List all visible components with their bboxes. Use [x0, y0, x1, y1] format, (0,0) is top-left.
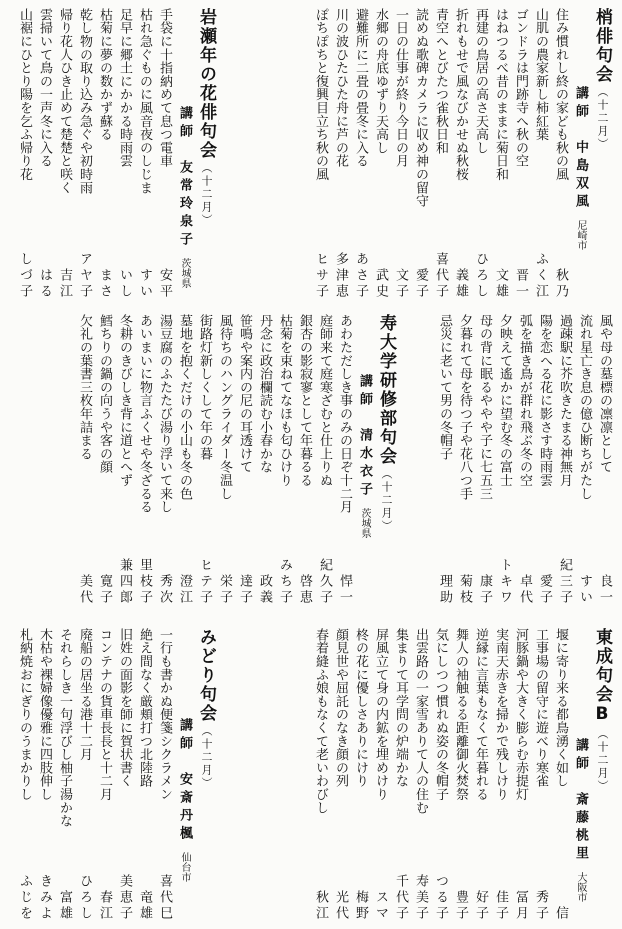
haiku-entry [594, 314, 614, 606]
kozue-title [590, 8, 614, 300]
haiku-poem: 母の背に眠るややや子に七五三 [477, 314, 492, 501]
midori-title [194, 628, 218, 922]
haiku-entry [510, 8, 530, 300]
haiku-poem: 屏風立て身の内鉱を埋めけり [373, 628, 388, 801]
judai-teacher [354, 374, 374, 606]
haiku-entry [154, 628, 174, 922]
group-title-text: 東成句会B [592, 628, 612, 726]
haiku-entry [234, 314, 254, 606]
haiku-poem: 帰り花人ひき止めて楚楚と咲く [57, 8, 72, 195]
group-month: （十二月） [596, 728, 609, 793]
group-month: （十二月） [200, 725, 213, 790]
haiku-entry [330, 628, 350, 922]
haiku-poem: 過疎駅に芥吹きたまる神無月 [557, 314, 572, 487]
teacher-name: 斎藤桃里 [573, 792, 588, 864]
haiku-author: ヒサ子 [313, 252, 328, 300]
haiku-author: 秀次 [157, 574, 172, 606]
haiku-poem: 逆縁に言葉もなくて年暮れる [473, 628, 488, 801]
midori-teacher [174, 718, 194, 922]
teacher-name: 友常玲泉子 [177, 160, 192, 250]
teacher-place: 仙台市 [179, 852, 190, 882]
haiku-poem: 避難所に二畳の畳冬に入る [353, 8, 368, 168]
haiku-entry [74, 314, 94, 606]
haiku-poem: 雲掃いて鳥の一声冬に入る [37, 8, 52, 168]
haiku-entry [554, 314, 574, 606]
haiku-poem: 冬耕のきびしき背に道とへず [117, 314, 132, 487]
haiku-entry [254, 314, 274, 606]
haiku-author: ふく江 [533, 252, 548, 300]
haiku-poem: 木枯や裸婦像優雅に四肢伸し [37, 628, 52, 801]
haiku-entry [94, 628, 114, 922]
haiku-entry [54, 628, 74, 922]
haiku-author: 文子 [393, 268, 408, 300]
haiku-author: 富雄 [57, 890, 72, 922]
haiku-poem: 銀杏の影寂寥として年暮るる [297, 314, 312, 487]
haiku-poem: 青空へとびたつ雀秋日和 [433, 8, 448, 155]
haiku-entry [174, 314, 194, 606]
haiku-poem: ゴンドラは門跡寺へ秋の空 [513, 8, 528, 168]
midori-haiku-section [6, 628, 218, 922]
haiku-author: 寿美子 [413, 874, 428, 922]
teacher-name: 安斎丹楓 [177, 772, 192, 844]
haiku-author: 佳子 [493, 890, 508, 922]
haiku-author: 文雄 [493, 268, 508, 300]
haiku-entry [550, 8, 570, 300]
teacher-label: 講師 [177, 718, 192, 754]
haiku-entry [310, 628, 330, 922]
haiku-entry [370, 628, 390, 922]
haiku-poem: 顔見世や屈託のなき顔の列 [333, 628, 348, 788]
haiku-author: 良一 [597, 574, 612, 606]
haiku-entry [530, 628, 550, 922]
group-title-text: 岩瀬年の花俳句会 [196, 8, 216, 160]
haiku-entry [214, 314, 234, 606]
haiku-entry [114, 314, 134, 606]
teacher-place: 尼崎市 [575, 220, 586, 250]
haiku-entry [450, 628, 470, 922]
haiku-entry [154, 8, 174, 300]
haiku-poem: 足早に郷土にかかる時雨雲 [117, 8, 132, 168]
haiku-entry [294, 314, 314, 606]
haiku-entry [334, 314, 354, 606]
haiku-author: 喜代子 [433, 252, 448, 300]
group-month: （十二月） [380, 468, 393, 533]
haiku-author: 美代 [77, 574, 92, 606]
haiku-entry [54, 8, 74, 300]
teacher-name: 中島双風 [573, 140, 588, 212]
teacher-label: 講師 [573, 86, 588, 122]
haiku-poem: 集まりて耳学問の炉端かな [393, 628, 408, 788]
haiku-author: 義雄 [453, 268, 468, 300]
haiku-author: 秀子 [533, 890, 548, 922]
haiku-poem: ぽちぽちと復興目立ち秋の風 [313, 8, 328, 181]
haiku-poem: 庭師来て庭寒ざむと仕上りぬ [317, 314, 332, 487]
haiku-author: 栄子 [217, 574, 232, 606]
haiku-author: アヤ子 [77, 252, 92, 300]
haiku-poem: 河豚鍋や大きく膨らむ赤提灯 [513, 628, 528, 801]
group-title-text: 寿大学研修部句会 [376, 314, 396, 466]
haiku-author: 愛子 [537, 574, 552, 606]
haiku-author: ひろし [473, 252, 488, 300]
haiku-author: 達子 [237, 574, 252, 606]
haiku-author: 吉江 [57, 268, 72, 300]
haiku-author: 里枝子 [137, 558, 152, 606]
haiku-poem: 枯れ急ぐものに風音夜のしじま [137, 8, 152, 195]
haiku-author: スマ [373, 890, 388, 922]
haiku-author: 安平 [157, 268, 172, 300]
haiku-author: 信 [553, 906, 568, 922]
haiku-author: 春江 [97, 890, 112, 922]
haiku-entry [510, 628, 530, 922]
haiku-poem: 絶え間なく厳頬打つ北陸路 [137, 628, 152, 788]
haiku-entry [514, 314, 534, 606]
group-month: （十二月） [596, 86, 609, 151]
haiku-entry [194, 314, 214, 606]
haiku-poem: 山裾にひとり陽を乞ふ帰り花 [17, 8, 32, 181]
haiku-author: あさ子 [353, 252, 368, 300]
haiku-entry [134, 8, 154, 300]
haiku-entry [350, 8, 370, 300]
haiku-entry [14, 8, 34, 300]
haiku-entry [310, 8, 330, 300]
haiku-author: 喜代巳 [157, 874, 172, 922]
haiku-entry [34, 8, 54, 300]
haiku-author: みち子 [277, 558, 292, 606]
haiku-entry [530, 8, 550, 300]
haiku-entry [450, 8, 470, 300]
haiku-entry [94, 314, 114, 606]
haiku-author: 千代子 [393, 874, 408, 922]
haiku-poem: 枯菊に夢の数かず蘇る [97, 8, 112, 141]
haiku-poem: 丹念に政治欄読む小春かな [257, 314, 272, 474]
haiku-entry [434, 314, 454, 606]
haiku-poem: 一行も書かぬ便箋シクラメン [157, 628, 172, 801]
haiku-poem: 手袋に十指納めて息つ電車 [157, 8, 172, 168]
haiku-poem: 出雲路の一家雪ありて人の住む [413, 628, 428, 815]
haiku-poem: 湯豆腐のふたたび湯り浮いて来し [157, 314, 172, 514]
group-title-text: 梢俳句会 [592, 8, 612, 84]
haiku-poem: 旧姓の面影を師に賀状書く [117, 628, 132, 788]
haiku-entry [470, 8, 490, 300]
haiku-poem: はねつるべ昔のままに菊日和 [493, 8, 508, 181]
haiku-poem: 流れ星亡き息の億ひ断ちがたし [577, 314, 592, 501]
haiku-author: 豊子 [453, 890, 468, 922]
haiku-author: 愛子 [413, 268, 428, 300]
haiku-author: 紀三子 [557, 558, 572, 606]
haiku-poem: 気にしつつ慣れぬ姿の冬帽子 [433, 628, 448, 801]
haiku-poem: 山肌の農家新し柿紅葉 [533, 8, 548, 141]
haiku-entry [314, 314, 334, 606]
haiku-entry [134, 628, 154, 922]
haiku-entry [410, 8, 430, 300]
haiku-entry [534, 314, 554, 606]
haiku-poem: それらしき一句浮びし柚子湯かな [57, 628, 72, 828]
haiku-entry [114, 8, 134, 300]
haiku-poem: 工事場の留守に遊べり寒雀 [533, 628, 548, 788]
haiku-poem: 住み慣れし終の家ども秋の風 [553, 8, 568, 181]
kozue-haiku-section [218, 8, 614, 300]
haiku-entry [330, 8, 350, 300]
haiku-poem: 春着縫ふ娘もなくて老いわびし [313, 628, 328, 815]
haiku-entry [274, 314, 294, 606]
misc-top-haiku-section [398, 314, 614, 606]
haiku-entry [94, 8, 114, 300]
group-month: （十二月） [200, 162, 213, 227]
haiku-poem: 一日の仕事が終り今日の月 [393, 8, 408, 168]
judai-title [374, 314, 398, 606]
haiku-author: 好子 [473, 890, 488, 922]
haiku-author: すい [577, 574, 592, 606]
haiku-poem: あいまいに物言ふくせや冬ざるる [137, 314, 152, 514]
haiku-entry [14, 628, 34, 922]
group-title-text: みどり句会 [196, 628, 216, 723]
haiku-poem: 墓地を抱くだけの小山も冬の色 [177, 314, 192, 501]
haiku-author: 竜雄 [137, 890, 152, 922]
haiku-entry [494, 314, 514, 606]
haiku-poem: 陽を恋へる花に影さす時雨雲 [537, 314, 552, 487]
haiku-author: つる子 [433, 874, 448, 922]
haiku-author: 秋乃 [553, 268, 568, 300]
haiku-poem: コンテナの貨車長長と十二月 [97, 628, 112, 801]
haiku-poem: 実南天赤きを掃かで残しけり [493, 628, 508, 801]
haiku-author: 悍一 [337, 574, 352, 606]
haiku-entry [490, 8, 510, 300]
haiku-poem: 水郷の舟底ゆずり天高し [373, 8, 388, 155]
haiku-entry [410, 628, 430, 922]
haiku-entry [430, 628, 450, 922]
haiku-author: 政義 [257, 574, 272, 606]
iwase-title [194, 8, 218, 300]
haiku-author: 光代 [333, 890, 348, 922]
haiku-author: 冨月 [513, 890, 528, 922]
haiku-entry [114, 628, 134, 922]
haiku-entry [574, 314, 594, 606]
haiku-poem: 夕映えて遙かに望む冬の富士 [497, 314, 512, 487]
haiku-author: 美恵子 [117, 874, 132, 922]
haiku-entry [430, 8, 450, 300]
haiku-poem: 再建の鳥居の高さ天高し [473, 8, 488, 155]
haiku-poem: 鱈ちりの鍋の向うや客の顔 [97, 314, 112, 474]
haiku-author: すい [137, 268, 152, 300]
haiku-author: 武史 [373, 268, 388, 300]
haiku-poem: 廃船の居坐る港十二月 [77, 628, 92, 761]
haiku-entry [490, 628, 510, 922]
tosei-teacher [570, 738, 590, 922]
teacher-label: 講師 [357, 374, 372, 410]
haiku-poem: 弧を描き鳥が群れ飛ぶ冬の空 [517, 314, 532, 487]
haiku-entry [74, 8, 94, 300]
teacher-label: 講師 [573, 738, 588, 774]
haiku-poem: 街路灯新しくして年の暮 [197, 314, 212, 461]
teacher-place: 大阪市 [575, 872, 586, 902]
haiku-entry [390, 8, 410, 300]
haiku-entry [74, 628, 94, 922]
haiku-entry [474, 314, 494, 606]
haiku-poem: 欠礼の葉書三枚年詰まる [77, 314, 92, 461]
haiku-author: 菊枝 [457, 574, 472, 606]
judai-haiku-section [6, 314, 398, 606]
teacher-place: 茨城県 [179, 258, 190, 288]
haiku-poem: 川の波ひたひた舟に芦の花 [333, 8, 348, 168]
haiku-poem: 風や母の墓標の凛凛として [597, 314, 612, 474]
haiku-author: はる [37, 268, 52, 300]
haiku-author: 康子 [477, 574, 492, 606]
haiku-author: 寛子 [97, 574, 112, 606]
haiku-author: ふじを [17, 874, 32, 922]
haiku-author: いし [117, 268, 132, 300]
haiku-poem: 柊の花に優しさありにけり [353, 628, 368, 788]
haiku-author: 梅野 [353, 890, 368, 922]
haiku-author: トキワ [497, 558, 512, 606]
haiku-entry [390, 628, 410, 922]
haiku-author: 晋一 [513, 268, 528, 300]
haiku-entry [154, 314, 174, 606]
teacher-place: 茨城県 [359, 508, 370, 538]
haiku-author: 理助 [437, 574, 452, 606]
haiku-poem: 忌災に老いて男の冬帽子 [437, 314, 452, 461]
haiku-entry [134, 314, 154, 606]
haiku-author: ヒテ子 [197, 558, 212, 606]
haiku-poem: あわただしき事のみの日ぞ十二月 [337, 314, 352, 514]
haiku-entry [454, 314, 474, 606]
tosei-title [590, 628, 614, 922]
haiku-poem: 札納焼おにぎりのうまかりし [17, 628, 32, 801]
haiku-poem: 舞人の袖触るる距離御火焚祭 [453, 628, 468, 801]
haiku-poem: 読めぬ歌碑カメラに収め神の留守 [413, 8, 428, 208]
iwase-teacher [174, 106, 194, 300]
haiku-author: 多津恵 [333, 252, 348, 300]
iwase-haiku-section [6, 8, 218, 300]
haiku-author: 卓代 [517, 574, 532, 606]
haiku-poem: 夕暮れて母を待つ子や花八つ手 [457, 314, 472, 501]
haiku-author: 秋江 [313, 890, 328, 922]
teacher-name: 清水衣子 [357, 428, 372, 500]
haiku-poem: 堰に寄り来る都鳥湧く如し [553, 628, 568, 788]
haiku-author: ひろし [77, 874, 92, 922]
haiku-entry [34, 628, 54, 922]
haiku-author: 紀久子 [317, 558, 332, 606]
haiku-poem: 乾し物の取り込み急ぐや初時雨 [77, 8, 92, 195]
haiku-poem: 折れもせで風なびかせぬ秋桜 [453, 8, 468, 181]
haiku-poem: 風待ちのハングライダー冬温し [217, 314, 232, 501]
haiku-author: 澄江 [177, 574, 192, 606]
kozue-teacher [570, 86, 590, 300]
haiku-entry [470, 628, 490, 922]
haiku-entry [550, 628, 570, 922]
haiku-entry [370, 8, 390, 300]
haiku-author: しづ子 [17, 252, 32, 300]
tosei-haiku-section [218, 628, 614, 922]
haiku-author: 兼四郎 [117, 558, 132, 606]
haiku-poem: 枯菊を束ねてなほも匂ひけり [277, 314, 292, 487]
haiku-entry [350, 628, 370, 922]
haiku-author: まさ [97, 268, 112, 300]
haiku-author: 啓恵 [297, 574, 312, 606]
haiku-poem: 笹鳴や案内の尼の耳透けて [237, 314, 252, 474]
haiku-author: きみよ [37, 874, 52, 922]
teacher-label: 講師 [177, 106, 192, 142]
